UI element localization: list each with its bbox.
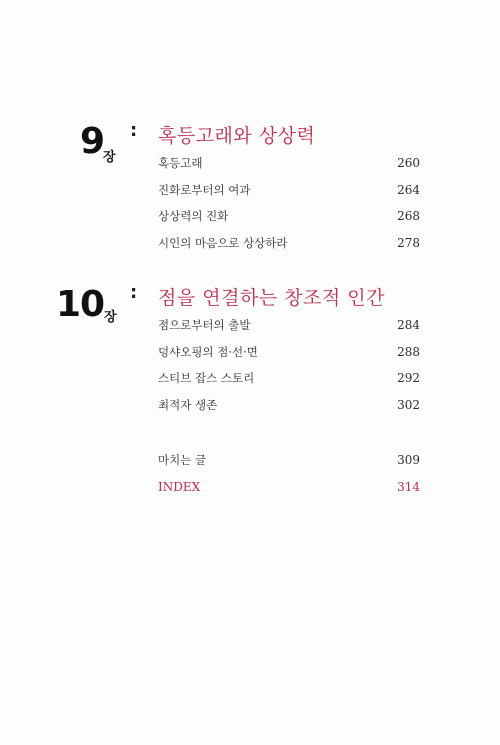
toc-entry-title: 덩샤오핑의 점·선·면 — [158, 345, 258, 359]
toc-entry-page: 260 — [397, 156, 420, 170]
toc-entry-title: 점으로부터의 출발 — [158, 318, 251, 332]
chapter-colon: : — [130, 282, 138, 303]
toc-entry[interactable] — [158, 316, 420, 334]
toc-entry-page: 288 — [397, 345, 420, 359]
chapter-suffix: 장 — [104, 310, 117, 325]
toc-entry[interactable] — [158, 154, 420, 172]
toc-entry-title: 마치는 글 — [158, 453, 207, 467]
toc-entry-epilogue[interactable] — [158, 451, 420, 469]
toc-entry-index[interactable] — [158, 478, 420, 496]
toc-entry-page: 264 — [397, 183, 420, 197]
chapter-number: 10 — [56, 284, 105, 325]
toc-entry-title: 진화로부터의 여과 — [158, 183, 251, 197]
toc-entry[interactable] — [158, 369, 420, 387]
toc-entry-page: 309 — [397, 453, 420, 467]
chapter-title: 혹등고래와 상상력 — [158, 125, 316, 147]
toc-entry-title: 최적자 생존 — [158, 398, 218, 412]
toc-entry-title: 스티브 잡스 스토리 — [158, 371, 255, 385]
chapter-suffix: 장 — [103, 150, 116, 165]
toc-entry-title: 혹등고래 — [158, 156, 203, 170]
toc-entry-page: 268 — [397, 209, 420, 223]
toc-entry[interactable] — [158, 207, 420, 225]
toc-entry[interactable] — [158, 234, 420, 252]
toc-entry-page: 278 — [397, 236, 420, 250]
toc-entry-title: 상상력의 진화 — [158, 209, 229, 223]
toc-entry[interactable] — [158, 181, 420, 199]
toc-entry-page: 302 — [397, 398, 420, 412]
toc-entry-page: 292 — [397, 371, 420, 385]
toc-entry-page: 314 — [397, 480, 420, 494]
chapter-number: 9 — [80, 121, 105, 162]
chapter-colon: : — [130, 120, 138, 141]
toc-entry[interactable] — [158, 396, 420, 414]
toc-entry-title: 시인의 마음으로 상상하라 — [158, 236, 288, 250]
toc-entry-title: INDEX — [158, 480, 201, 494]
chapter-title: 점을 연결하는 창조적 인간 — [158, 287, 386, 309]
toc-entry[interactable] — [158, 343, 420, 361]
toc-entry-page: 284 — [397, 318, 420, 332]
